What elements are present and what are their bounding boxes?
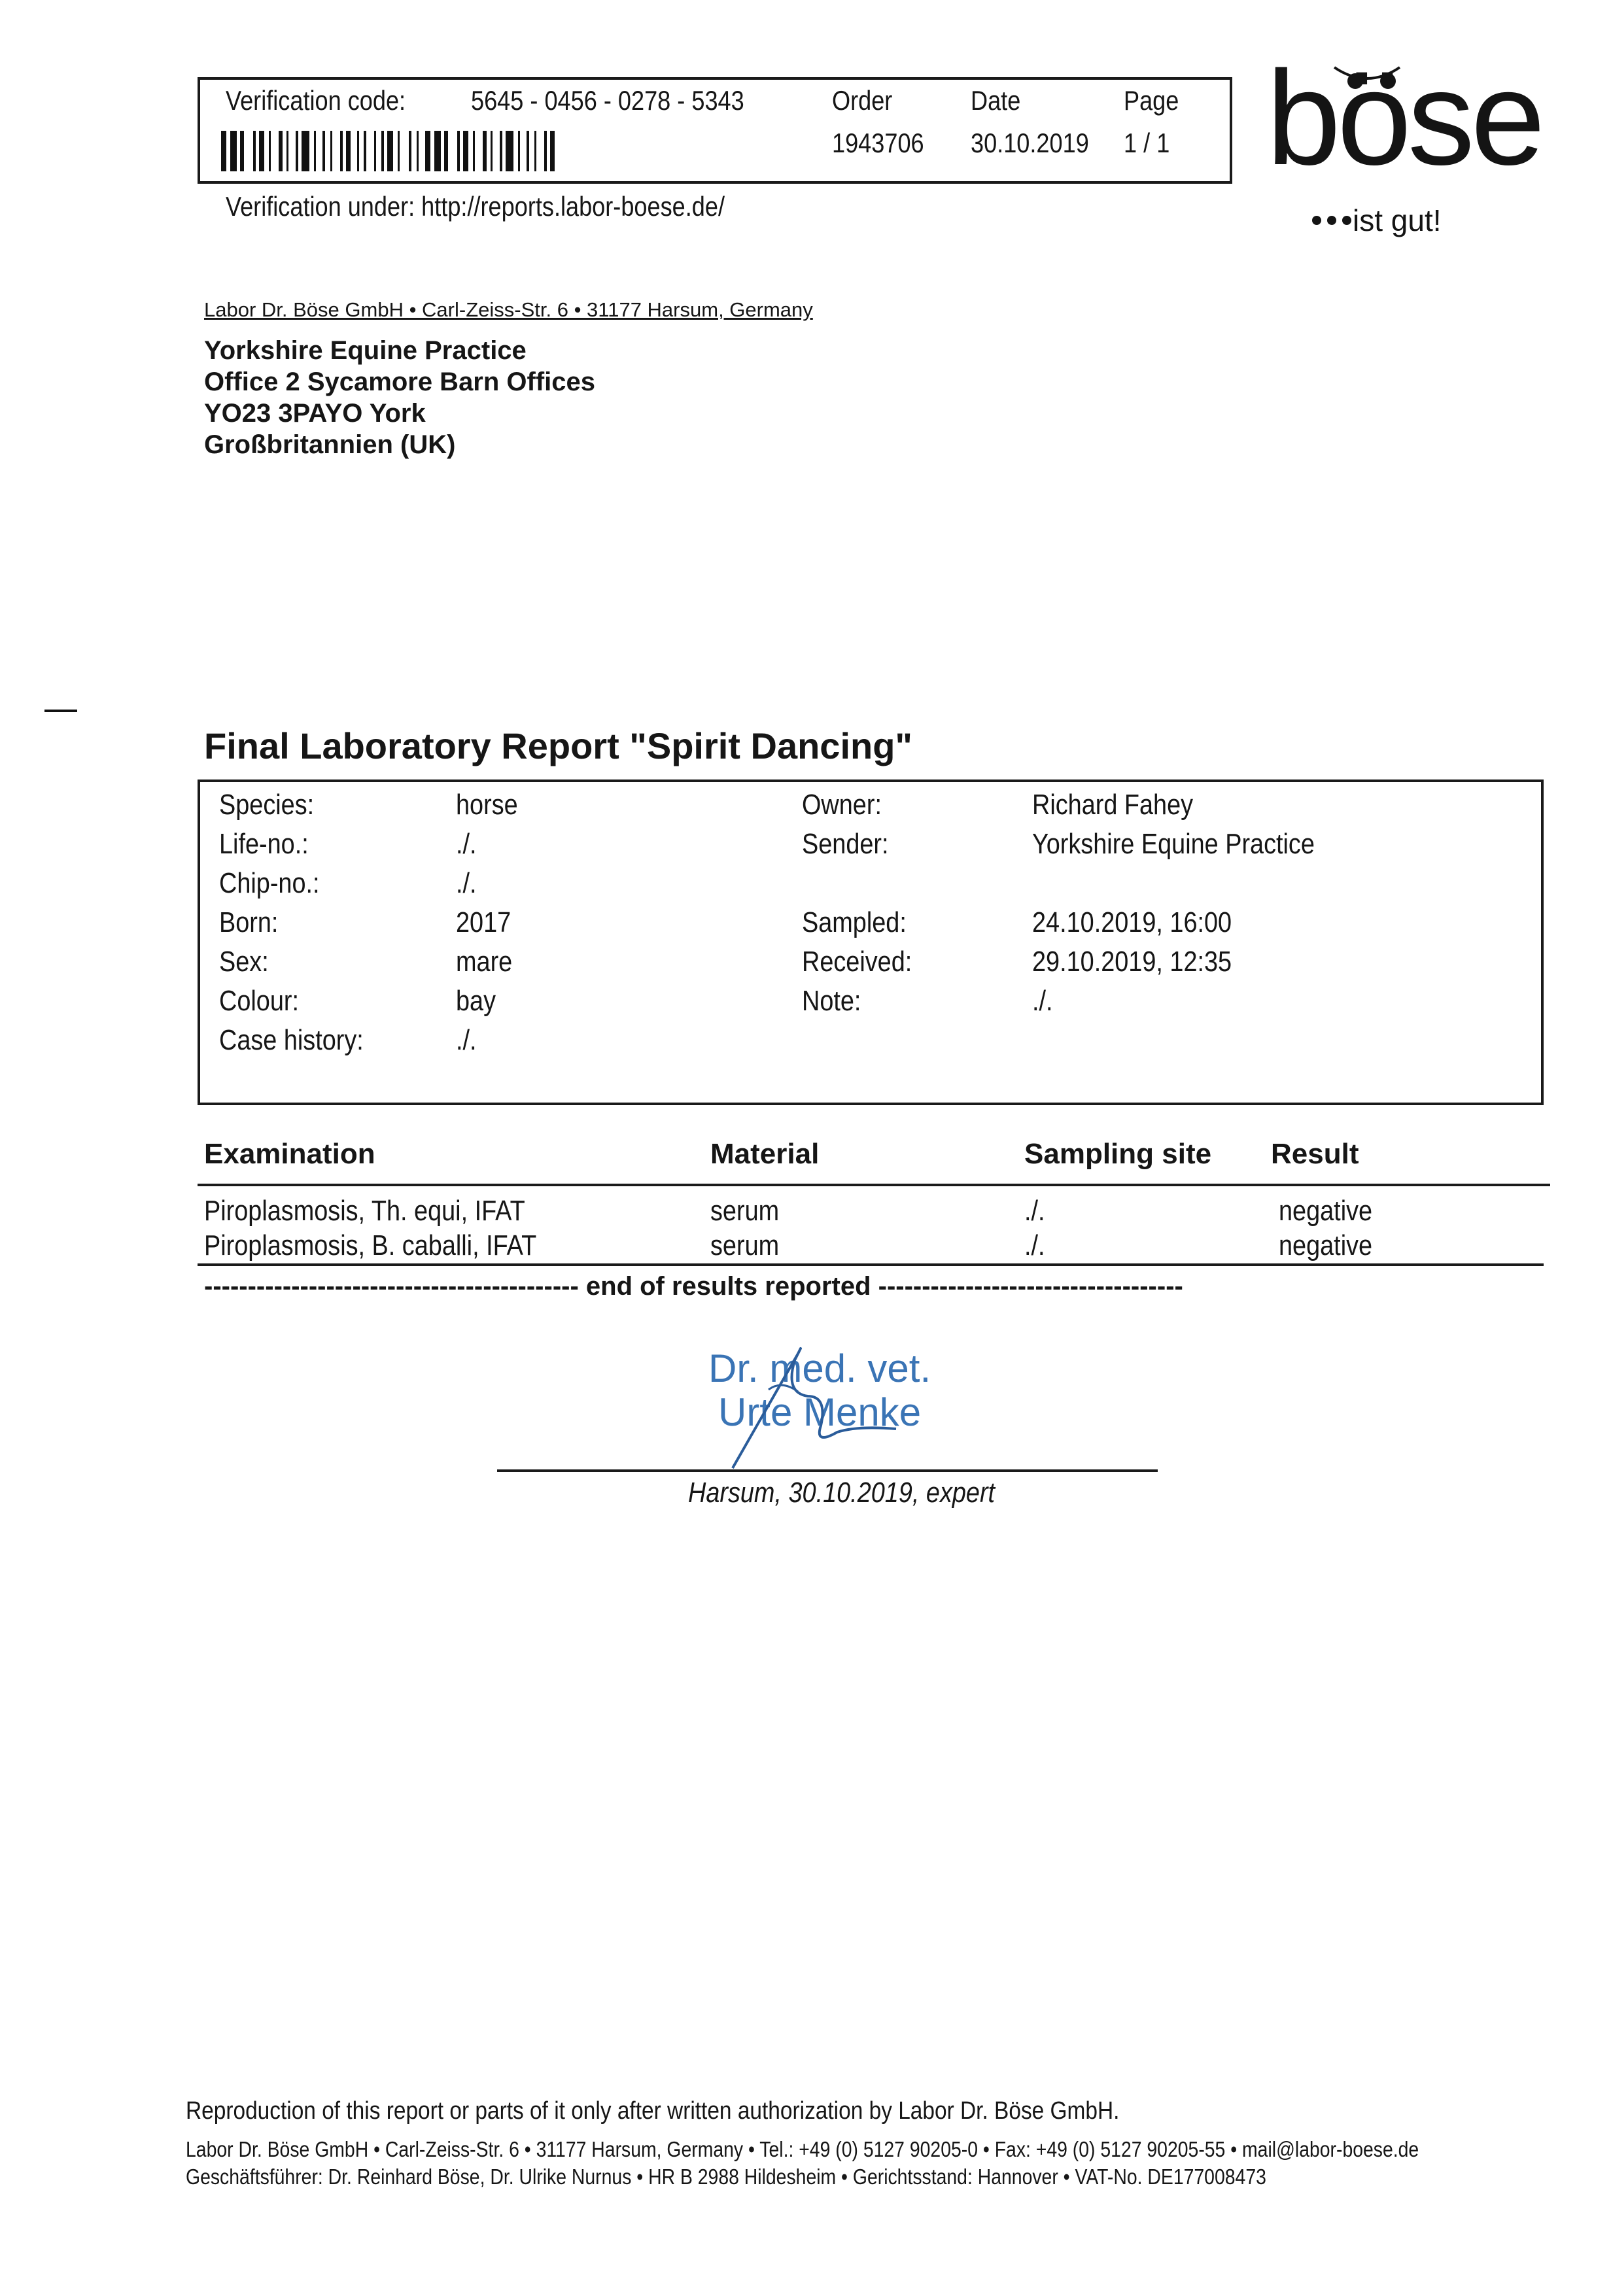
info-label: Note: [802,985,861,1017]
col-header-result: Result [1271,1138,1359,1170]
result-material: serum [710,1229,780,1261]
info-label: Received: [802,946,912,978]
barcode-bar [322,131,325,171]
barcode-bar [500,131,502,171]
fold-mark [44,710,77,712]
page-label: Page [1124,85,1179,116]
info-value: Yorkshire Equine Practice [1032,828,1315,860]
handwritten-signature [706,1334,942,1478]
barcode-bar [534,131,536,171]
barcode-bar [286,131,288,171]
result-sampling-site: ./. [1024,1195,1045,1227]
verification-code-label: Verification code: [226,85,406,116]
result-material: serum [710,1195,780,1227]
recipient-street: Office 2 Sycamore Barn Offices [204,368,596,396]
barcode-bar [550,131,555,171]
company-logo: böse [1266,43,1542,193]
barcode-bar [444,131,448,171]
info-value: ./. [1032,985,1053,1017]
barcode-bar [473,131,475,171]
col-header-material: Material [710,1138,820,1170]
barcode-bar [518,131,520,171]
barcode-bar [357,131,359,171]
info-label: Species: [219,789,315,821]
result-examination: Piroplasmosis, Th. equi, IFAT [204,1195,525,1227]
barcode-bar [417,131,419,171]
info-value: bay [456,985,496,1017]
signature-stamp-name: Urte Menke [718,1390,922,1434]
footer-legal-info: Geschäftsführer: Dr. Reinhard Böse, Dr. Ulrike Nurnus • HR B 2988 Hildesheim • Gerichtsstand: Hannover • VAT-No. DE177008473 [186,2165,1266,2189]
barcode-bar [259,131,264,171]
info-value: ./. [456,828,477,860]
barcode-bar [364,131,366,171]
report-date: 30.10.2019 [971,128,1089,158]
reproduction-notice: Reproduction of this report or parts of it only after written authorization by Labor Dr. Böse GmbH. [186,2097,1120,2125]
barcode-bar [457,131,460,171]
order-number: 1943706 [832,128,924,158]
result-examination: Piroplasmosis, B. caballi, IFAT [204,1229,537,1261]
info-label: Chip-no.: [219,867,320,899]
table-header-rule [198,1184,1550,1186]
barcode-bar [221,131,226,171]
order-label: Order [832,85,893,116]
sender-address-line: Labor Dr. Böse GmbH • Carl-Zeiss-Str. 6 • 31177 Harsum, Germany [204,298,813,321]
barcode-bar [387,131,393,171]
info-value: horse [456,789,518,821]
report-title: Final Laboratory Report "Spirit Dancing" [204,725,912,766]
barcode-bar [544,131,547,171]
recipient-city: YO23 3PAYO York [204,399,426,428]
end-of-results-line: ------------------------------------------- end of results reported ----------------------------------- [204,1272,1183,1301]
info-value: ./. [456,867,477,899]
info-label: Born: [219,906,279,938]
barcode-bar [279,131,283,171]
col-header-examination: Examination [204,1138,375,1170]
info-value: 29.10.2019, 12:35 [1032,946,1232,978]
recipient-name: Yorkshire Equine Practice [204,336,527,365]
info-label: Sex: [219,946,269,978]
result-value: negative [1279,1195,1373,1227]
barcode-bar [398,131,400,171]
footer-company-contact: Labor Dr. Böse GmbH • Carl-Zeiss-Str. 6 • 31177 Harsum, Germany • Tel.: +49 (0) 5127 90205-0 • Fax: +49 (0) 5127 90205-55 • mail@labor-boese.de [186,2137,1419,2161]
verification-code: 5645 - 0456 - 0278 - 5343 [471,85,744,116]
barcode-bar [491,131,493,171]
barcode-bar [253,131,256,171]
result-sampling-site: ./. [1024,1229,1045,1261]
barcode-bar [409,131,411,171]
barcode-bar [240,131,244,171]
barcode-bar [230,131,237,171]
recipient-country: Großbritannien (UK) [204,430,456,459]
signature-line [497,1469,1158,1472]
info-value: 2017 [456,906,511,938]
barcode-bar [340,131,343,171]
table-bottom-rule [198,1263,1544,1266]
barcode-bar [425,131,430,171]
info-label: Owner: [802,789,882,821]
barcode-bar [434,131,441,171]
barcode-bar [269,131,271,171]
signature-caption: Harsum, 30.10.2019, expert [688,1477,996,1509]
barcode [221,131,561,171]
verification-url: Verification under: http://reports.labor-boese.de/ [226,191,725,222]
barcode-bar [346,131,351,171]
barcode-bar [527,131,529,171]
info-label: Sender: [802,828,889,860]
page-number: 1 / 1 [1124,128,1170,158]
info-value: 24.10.2019, 16:00 [1032,906,1232,938]
info-label: Sampled: [802,906,907,938]
barcode-bar [483,131,487,171]
result-value: negative [1279,1229,1373,1261]
barcode-bar [296,131,298,171]
barcode-bar [381,131,384,171]
info-label: Colour: [219,985,299,1017]
info-value: ./. [456,1024,477,1056]
col-header-sampling-site: Sampling site [1024,1138,1212,1170]
signature-stamp-title: Dr. med. vet. [708,1346,931,1390]
barcode-bar [314,131,316,171]
barcode-bar [463,131,468,171]
info-label: Case history: [219,1024,364,1056]
logo-tagline: ist gut! [1353,203,1442,237]
info-value: Richard Fahey [1032,789,1194,821]
barcode-bar [506,131,513,171]
info-label: Life-no.: [219,828,309,860]
barcode-bar [374,131,376,171]
barcode-bar [330,131,332,171]
info-value: mare [456,946,513,978]
date-label: Date [971,85,1021,116]
barcode-bar [302,131,309,171]
